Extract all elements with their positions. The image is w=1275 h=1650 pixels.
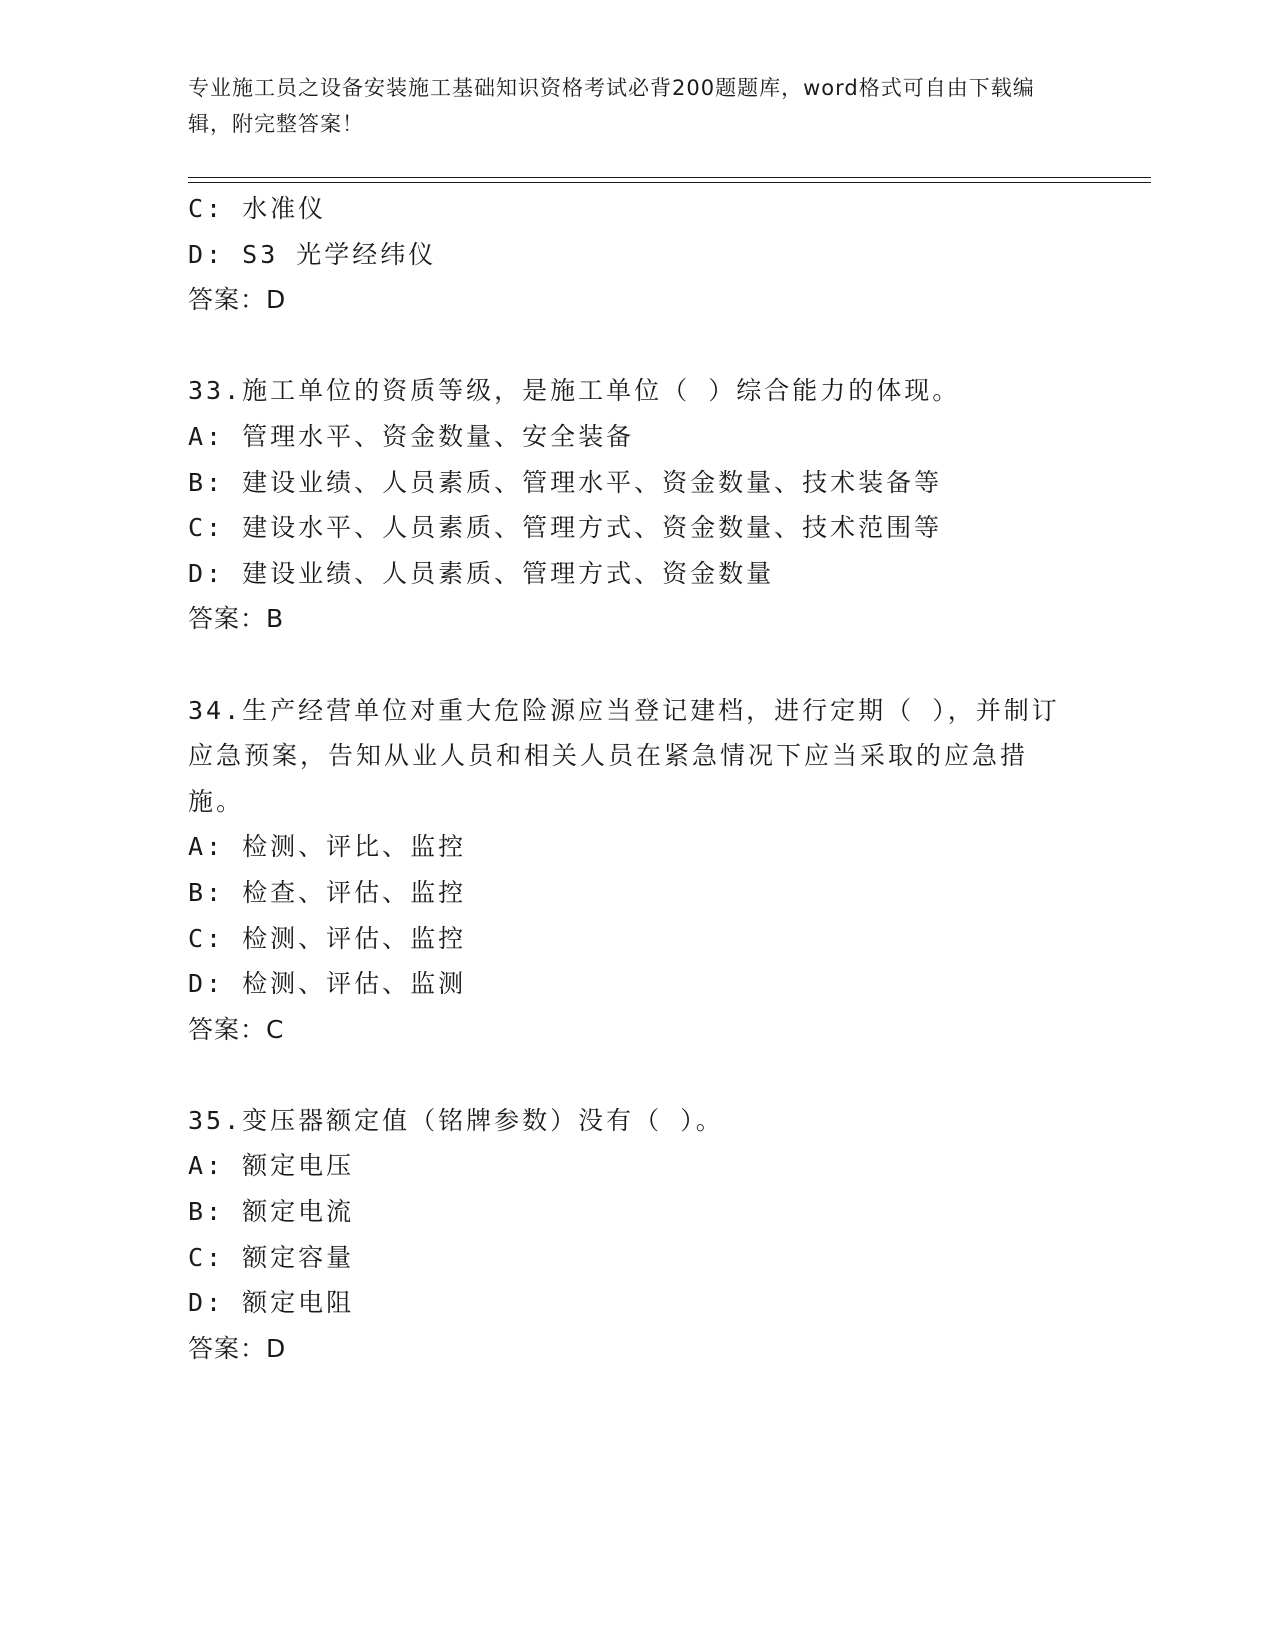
- question-list: [188, 186, 1068, 1371]
- spacer: [188, 323, 1068, 369]
- spacer: [188, 642, 1068, 688]
- option-d: D: 检测、评估、监测: [188, 969, 467, 999]
- option-a: A: 检测、评比、监控: [188, 832, 467, 862]
- header-divider-top: [188, 177, 1151, 178]
- option-d: D: S3 光学经纬仪: [188, 239, 437, 269]
- question-32-continued: [188, 186, 1068, 323]
- option-b: B: 检查、评估、监控: [188, 877, 467, 907]
- option-b: B: 额定电流: [188, 1197, 355, 1227]
- question-34: [188, 688, 1068, 1053]
- option-c: C: 建设水平、人员素质、管理方式、资金数量、技术范围等: [188, 513, 943, 543]
- spacer: [188, 1052, 1068, 1098]
- answer: 答案：D: [188, 1333, 287, 1363]
- option-b: B: 建设业绩、人员素质、管理水平、资金数量、技术装备等: [188, 467, 943, 497]
- option-a: A: 管理水平、资金数量、安全装备: [188, 421, 635, 451]
- document-title: 专业施工员之设备安装施工基础知识资格考试必背200题题库，word格式可自由下载编辑，附完整答案！: [188, 76, 1035, 136]
- answer: 答案：D: [188, 285, 287, 315]
- question-33: [188, 368, 1068, 642]
- header-divider-bottom: [188, 182, 1151, 183]
- answer: 答案：C: [188, 1014, 285, 1044]
- question-stem: 33.施工单位的资质等级，是施工单位（ ）综合能力的体现。: [188, 376, 961, 406]
- question-35: [188, 1098, 1068, 1372]
- question-stem: 35.变压器额定值（铭牌参数）没有（ ）。: [188, 1105, 724, 1135]
- option-d: D: 建设业绩、人员素质、管理方式、资金数量: [188, 558, 775, 588]
- question-stem: 34.生产经营单位对重大危险源应当登记建档，进行定期（ ），并制订应急预案，告知从业人员和相关人员在紧急情况下应当采取的应急措施。: [188, 695, 1060, 816]
- option-d: D: 额定电阻: [188, 1288, 355, 1318]
- option-c: C: 水准仪: [188, 194, 327, 223]
- option-c: C: 额定容量: [188, 1242, 355, 1272]
- answer: 答案：B: [188, 604, 285, 634]
- option-c: C: 检测、评估、监控: [188, 923, 467, 953]
- option-a: A: 额定电压: [188, 1151, 355, 1181]
